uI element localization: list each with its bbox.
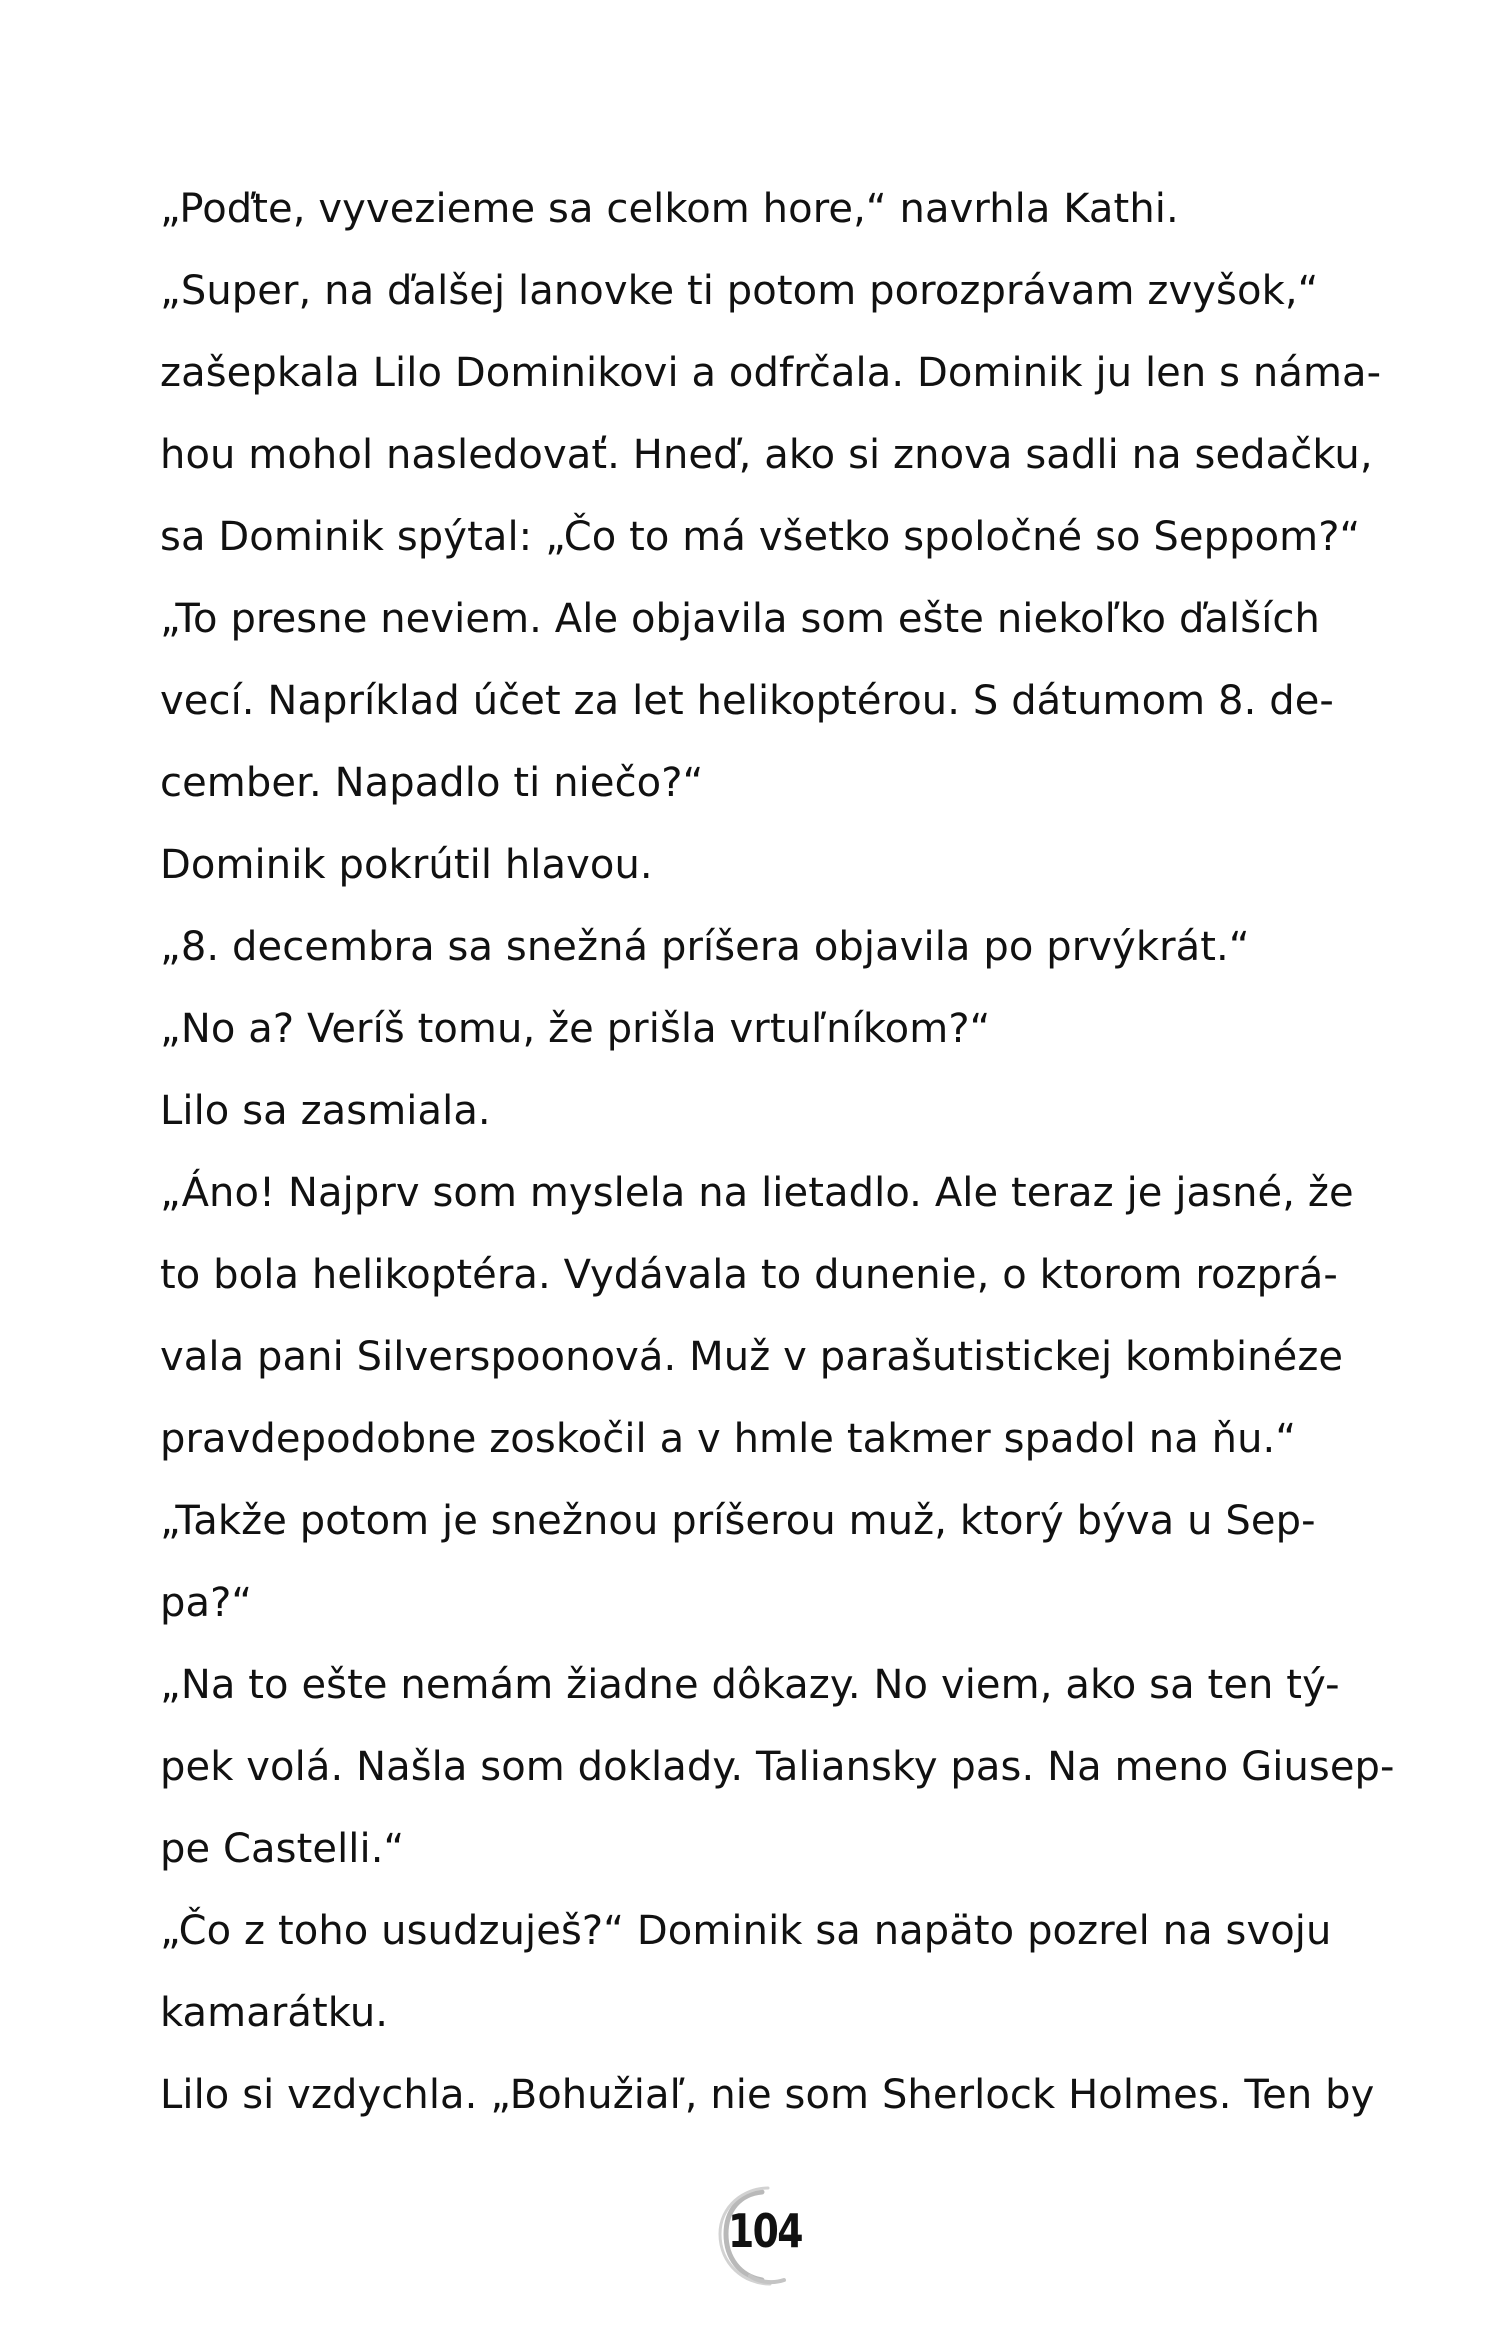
page-number: 104 bbox=[728, 2204, 802, 2258]
text-line: to bola helikoptéra. Vydávala to dunenie, o ktorom rozprá- bbox=[160, 1252, 1338, 1298]
text-line: „No a? Veríš tomu, že prišla vrtuľníkom?“ bbox=[160, 1006, 991, 1052]
text-line: „To presne neviem. Ale objavila som ešte niekoľko ďalších bbox=[160, 596, 1320, 642]
text-line: pa?“ bbox=[160, 1580, 253, 1626]
text-line: „Čo z toho usudzuješ?“ Dominik sa napäto pozrel na svoju bbox=[160, 1908, 1332, 1954]
text-line: sa Dominik spýtal: „Čo to má všetko spoločné so Seppom?“ bbox=[160, 514, 1361, 560]
text-line: kamarátku. bbox=[160, 1990, 389, 2036]
text-line: Lilo sa zasmiala. bbox=[160, 1088, 491, 1134]
text-line: pek volá. Našla som doklady. Taliansky pas. Na meno Giusep- bbox=[160, 1744, 1395, 1790]
text-line: „Na to ešte nemám žiadne dôkazy. No viem, ako sa ten tý- bbox=[160, 1662, 1340, 1708]
text-line: pravdepodobne zoskočil a v hmle takmer spadol na ňu.“ bbox=[160, 1416, 1297, 1462]
text-line: Lilo si vzdychla. „Bohužiaľ, nie som Sherlock Holmes. Ten by bbox=[160, 2072, 1375, 2118]
text-line: „Poďte, vyvezieme sa celkom hore,“ navrhla Kathi. bbox=[160, 186, 1179, 232]
text-line: vala pani Silverspoonová. Muž v parašutistickej kombinéze bbox=[160, 1334, 1344, 1380]
text-line: „8. decembra sa snežná príšera objavila po prvýkrát.“ bbox=[160, 924, 1250, 970]
text-line: Dominik pokrútil hlavou. bbox=[160, 842, 653, 888]
text-line: „Áno! Najprv som myslela na lietadlo. Ale teraz je jasné, že bbox=[160, 1170, 1354, 1216]
text-line: zašepkala Lilo Dominikovi a odfrčala. Dominik ju len s náma- bbox=[160, 350, 1382, 396]
page-footer bbox=[700, 2180, 830, 2290]
text-line: „Takže potom je snežnou príšerou muž, ktorý býva u Sep- bbox=[160, 1498, 1316, 1544]
text-line: cember. Napadlo ti niečo?“ bbox=[160, 760, 704, 806]
body-text bbox=[160, 168, 1395, 2136]
text-line: hou mohol nasledovať. Hneď, ako si znova sadli na sedačku, bbox=[160, 432, 1373, 478]
text-line: pe Castelli.“ bbox=[160, 1826, 405, 1872]
text-line: vecí. Napríklad účet za let helikoptérou. S dátumom 8. de- bbox=[160, 678, 1334, 724]
text-line: „Super, na ďalšej lanovke ti potom porozprávam zvyšok,“ bbox=[160, 268, 1319, 314]
